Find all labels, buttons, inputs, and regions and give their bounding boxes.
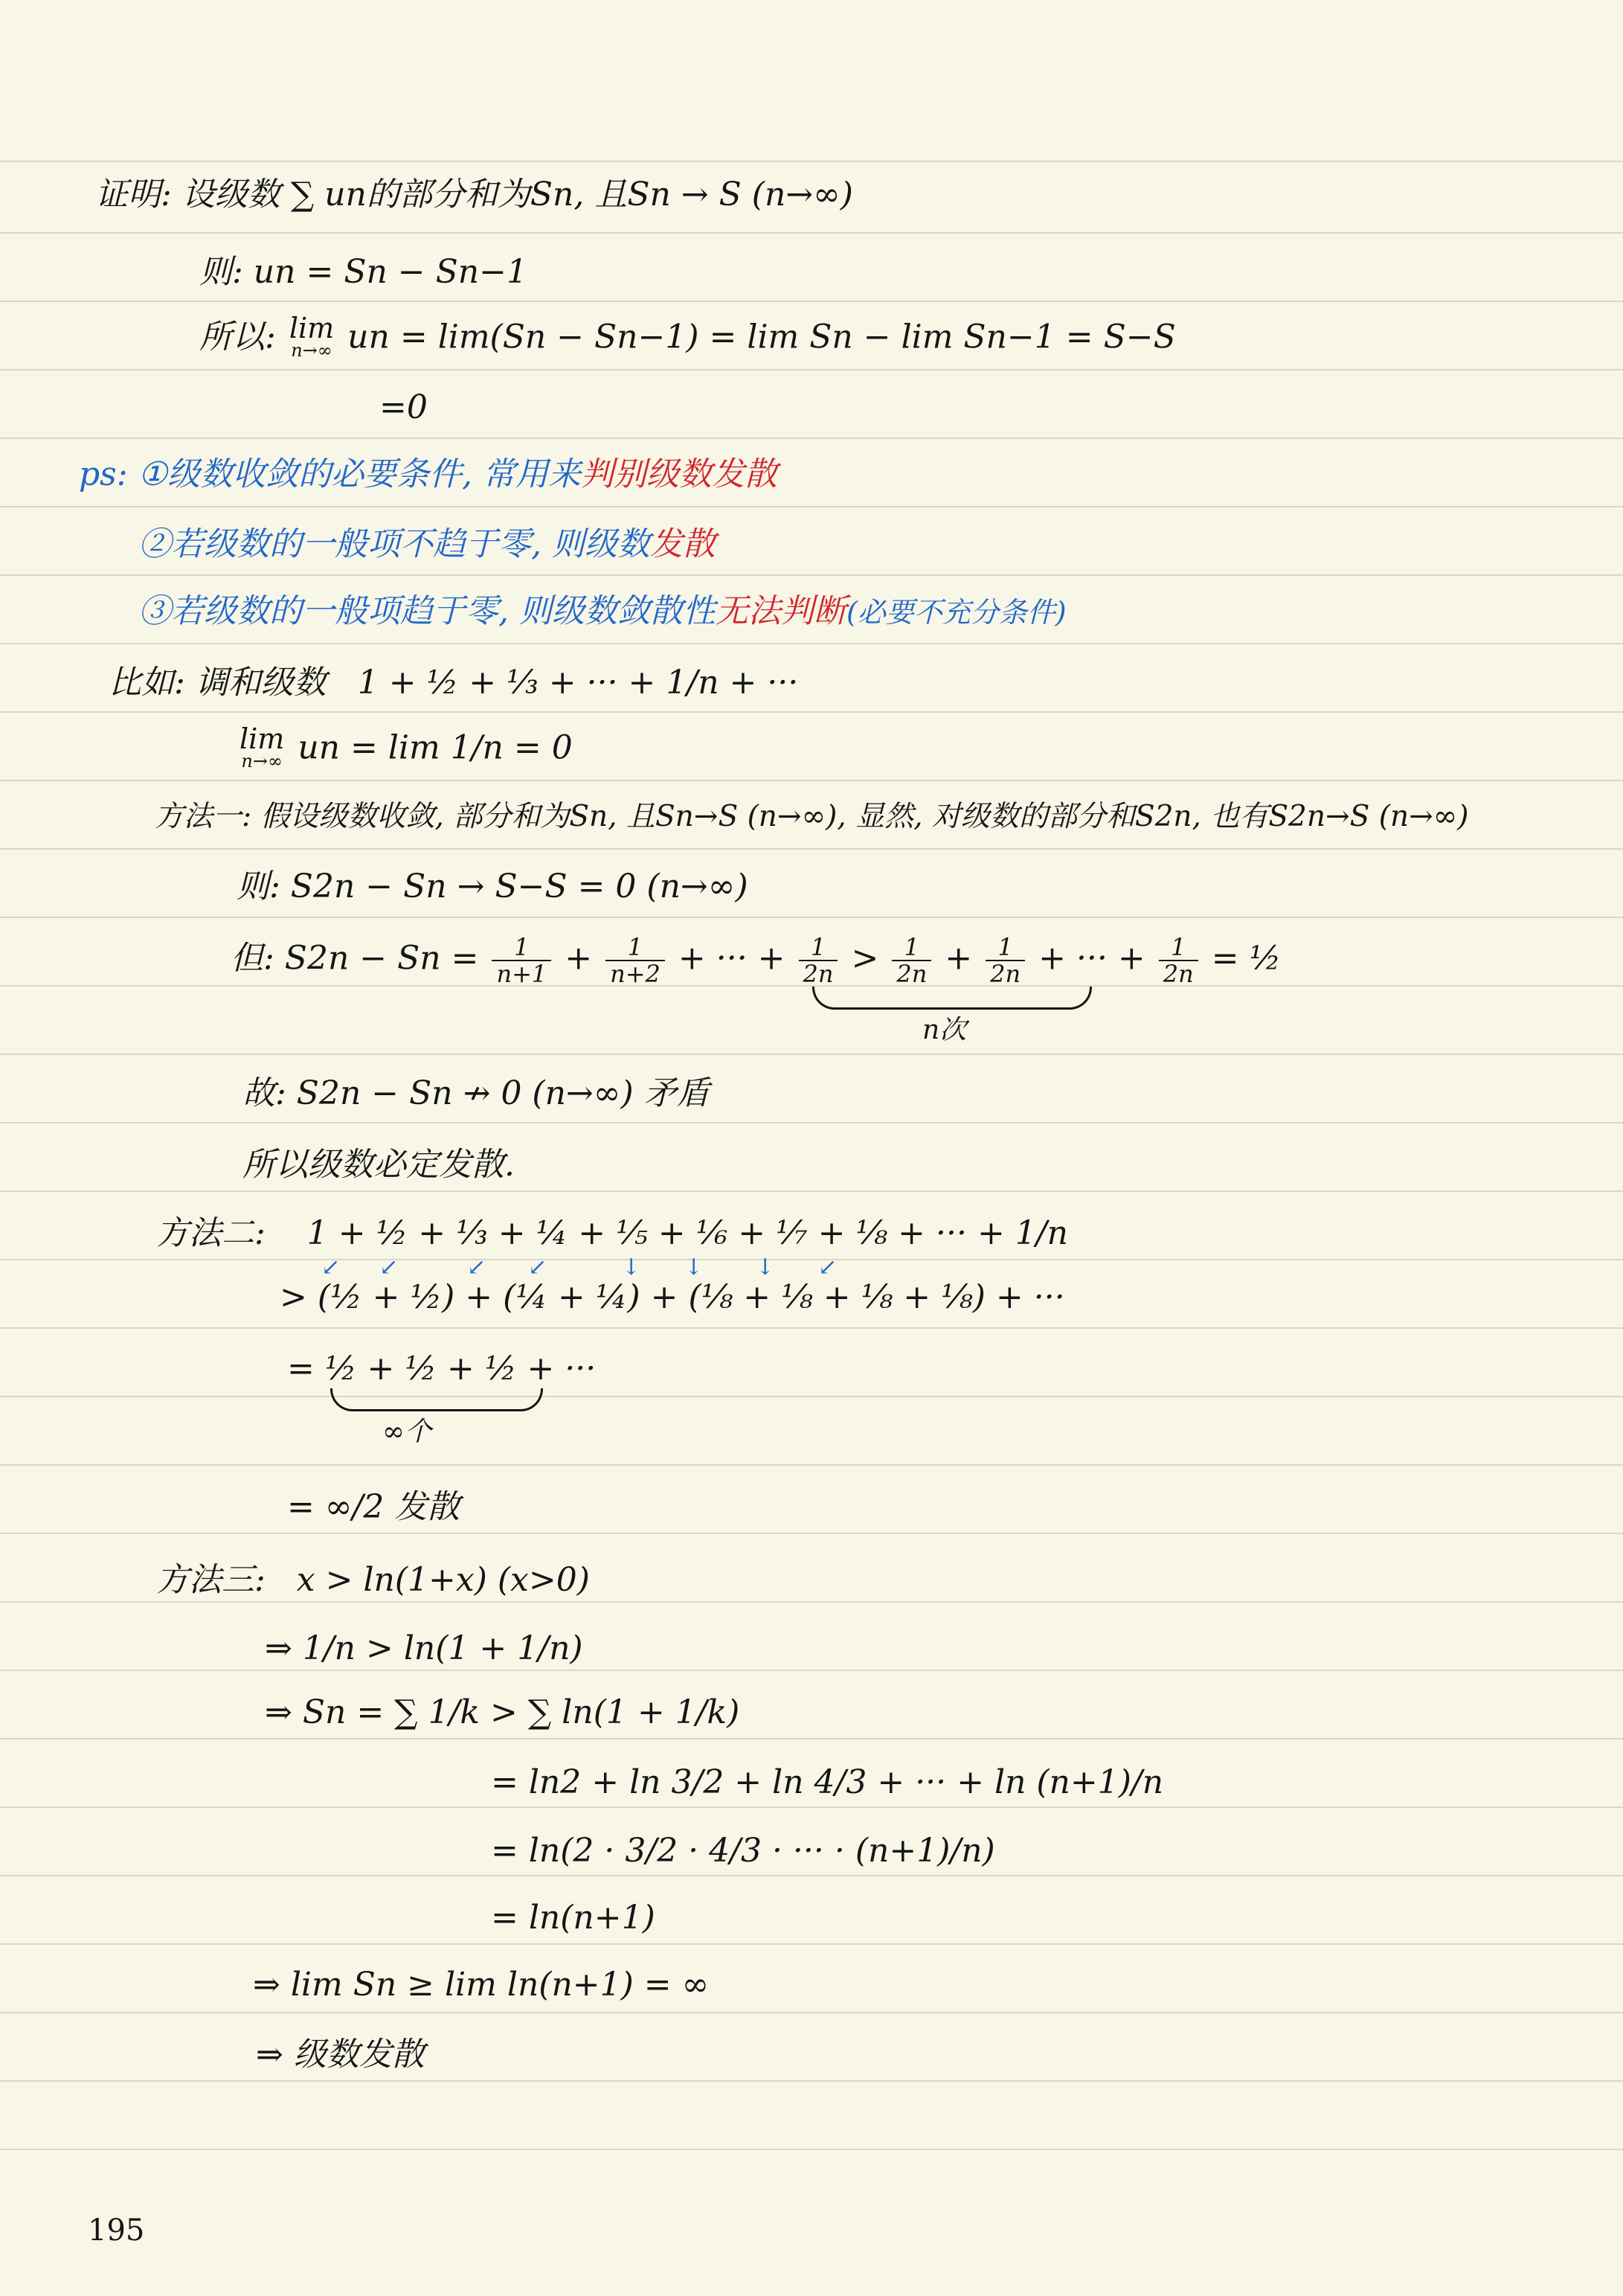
proof-label: 证明: xyxy=(95,176,172,214)
method-1-line-1 xyxy=(237,868,748,906)
blue-arrow-icon: ↙ xyxy=(818,1254,838,1280)
proof-step-1 xyxy=(199,253,527,292)
proof-step-2-text: un = lim(Sn − Sn−1) = lim Sn − lim Sn−1 = S−S xyxy=(347,318,1176,356)
method-3-line-6 xyxy=(491,1899,655,1937)
proof-step-3 xyxy=(379,388,428,427)
method-2-line-3-text: = ½ + ½ + ½ + ··· xyxy=(287,1350,597,1388)
method-1-line-3-text: 故: S2n − Sn ↛ 0 (n→∞) 矛盾 xyxy=(242,1074,710,1112)
ps-item-3-red: 无法判断 xyxy=(715,592,846,630)
ps-item-2-blue: ②若级数的一般项不趋于零, 则级数 xyxy=(138,525,650,563)
blue-arrow-icon: ↙ xyxy=(321,1254,341,1280)
method-3-line-2-text: ⇒ 1/n > ln(1 + 1/n) xyxy=(265,1629,583,1667)
example-limit-text: un = lim 1/n = 0 xyxy=(298,728,573,767)
method-2-line-4 xyxy=(287,1488,460,1527)
method-3-line-6-text: = ln(n+1) xyxy=(491,1899,655,1937)
method-3-line-5-text: = ln(2 · 3/2 · 4/3 · ··· · (n+1)/n) xyxy=(491,1832,995,1870)
method-3-line-3-text: ⇒ Sn = ∑ 1/k > ∑ ln(1 + 1/k) xyxy=(265,1693,740,1731)
method-1-line-1-text: 则: S2n − Sn → S−S = 0 (n→∞) xyxy=(237,868,748,905)
method-3-line-1 xyxy=(156,1561,590,1600)
underbrace xyxy=(812,987,1092,1010)
method-2-label: 方法二: xyxy=(156,1214,266,1252)
method-3-label: 方法三: xyxy=(156,1561,266,1599)
ps-item-1-red: 判别级数发散 xyxy=(580,455,777,493)
method-1-line-4-text: 所以级数必定发散. xyxy=(242,1146,515,1184)
method-3-line-4-text: = ln2 + ln 3/2 + ln 4/3 + ··· + ln (n+1)/n xyxy=(491,1763,1164,1801)
method-2-line-2-text: > (½ + ½) + (¼ + ¼) + (⅛ + ⅛ + ⅛ + ⅛) + ··· xyxy=(280,1278,1065,1316)
blue-arrow-icon: ↙ xyxy=(379,1254,399,1280)
proof-statement-text: 设级数 ∑ un的部分和为Sn, 且Sn → S (n→∞) xyxy=(181,176,853,214)
ps-item-3-blue: ③若级数的一般项趋于零, 则级数敛散性 xyxy=(138,592,716,630)
method-3-line-5 xyxy=(491,1832,995,1870)
blue-arrow-icon: ↙ xyxy=(467,1254,486,1280)
example-series: 1 + ½ + ⅓ + ··· + 1/n + ··· xyxy=(357,664,799,702)
fraction: $\frac{1}{2n}$ xyxy=(799,934,838,987)
fraction: $\frac{1}{n+2}$ xyxy=(605,934,665,987)
method-1-label xyxy=(155,798,1468,836)
method-2-brace-label: ∞个 xyxy=(382,1417,431,1447)
blue-arrow-icon: ↓ xyxy=(684,1254,704,1280)
lim-symbol: lim n→∞ xyxy=(289,312,335,361)
method-3-line-2 xyxy=(265,1629,583,1668)
proof-statement xyxy=(95,176,853,214)
method-2-line-3 xyxy=(287,1350,596,1388)
proof-step-2 xyxy=(199,312,1176,362)
fraction: $\frac{1}{n+1}$ xyxy=(492,934,551,987)
method-1-line-2-result: = ½ xyxy=(1211,939,1282,978)
proof-step-3-text: =0 xyxy=(379,388,428,426)
method-1-brace-label: n次 xyxy=(922,1015,967,1045)
method-2-line-1-text: 1 + ½ + ⅓ + ¼ + ⅕ + ⅙ + ⅐ + ⅛ + ··· + 1/n xyxy=(306,1214,1068,1252)
blue-arrow-icon: ↓ xyxy=(622,1254,641,1280)
lim-symbol: lim n→∞ xyxy=(240,722,285,772)
proof-step-2-prefix: 所以: xyxy=(199,318,276,356)
page-number: 195 xyxy=(88,2213,145,2248)
ps-item-3-tail: (必要不充分条件) xyxy=(846,596,1067,629)
method-1-line-2: 但: S2n − Sn = $\frac{1}{n+1}$ + $\frac{1}{n+2}$ + ··· + $\frac{1}{2n}$ > $\frac{1}{2n}$ + $\frac{1}{2n}$ + ··· + $\frac{1}{2n}$ = ½ xyxy=(231,933,1282,988)
method-2-line-4-text: = ∞/2 发散 xyxy=(287,1488,460,1526)
ps-item-3 xyxy=(138,592,1067,632)
example-limit xyxy=(237,722,573,772)
method-3-line-4 xyxy=(491,1763,1163,1802)
method-3-line-8 xyxy=(256,2036,425,2074)
ps-item-2 xyxy=(138,525,716,564)
fraction: $\frac{1}{2n}$ xyxy=(1159,934,1198,987)
method-1-label-text: 方法一: 假设级数收敛, 部分和为Sn, 且Sn→S (n→∞), 显然, 对级数的部分和S2n, 也有S2n→S (n→∞) xyxy=(155,800,1469,833)
method-3-line-1-text: x > ln(1+x) (x>0) xyxy=(296,1561,590,1599)
fraction: $\frac{1}{2n}$ xyxy=(892,934,931,987)
method-3-line-8-text: ⇒ 级数发散 xyxy=(256,2036,425,2074)
method-3-line-7 xyxy=(253,1966,709,2004)
example-label: 比如: 调和级数 xyxy=(109,664,327,702)
method-2-line-1 xyxy=(156,1214,1068,1253)
method-1-line-4 xyxy=(242,1146,515,1184)
blue-arrow-icon: ↓ xyxy=(756,1254,775,1280)
method-3-line-3 xyxy=(265,1693,739,1732)
proof-step-1-text: 则: un = Sn − Sn−1 xyxy=(199,253,527,291)
ps-item-1-blue: ps: ①级数收敛的必要条件, 常用来 xyxy=(79,455,581,493)
fraction: $\frac{1}{2n}$ xyxy=(986,934,1025,987)
underbrace xyxy=(330,1388,543,1411)
ps-item-1 xyxy=(79,455,777,494)
blue-arrow-icon: ↙ xyxy=(528,1254,547,1280)
method-1-line-2-prefix: 但: S2n − Sn = xyxy=(231,939,479,978)
method-3-line-7-text: ⇒ lim Sn ≥ lim ln(n+1) = ∞ xyxy=(253,1966,710,2004)
ps-item-2-red: 发散 xyxy=(649,525,716,563)
method-1-line-3 xyxy=(242,1074,710,1113)
method-2-line-2 xyxy=(280,1278,1065,1317)
example-harmonic xyxy=(109,664,798,702)
